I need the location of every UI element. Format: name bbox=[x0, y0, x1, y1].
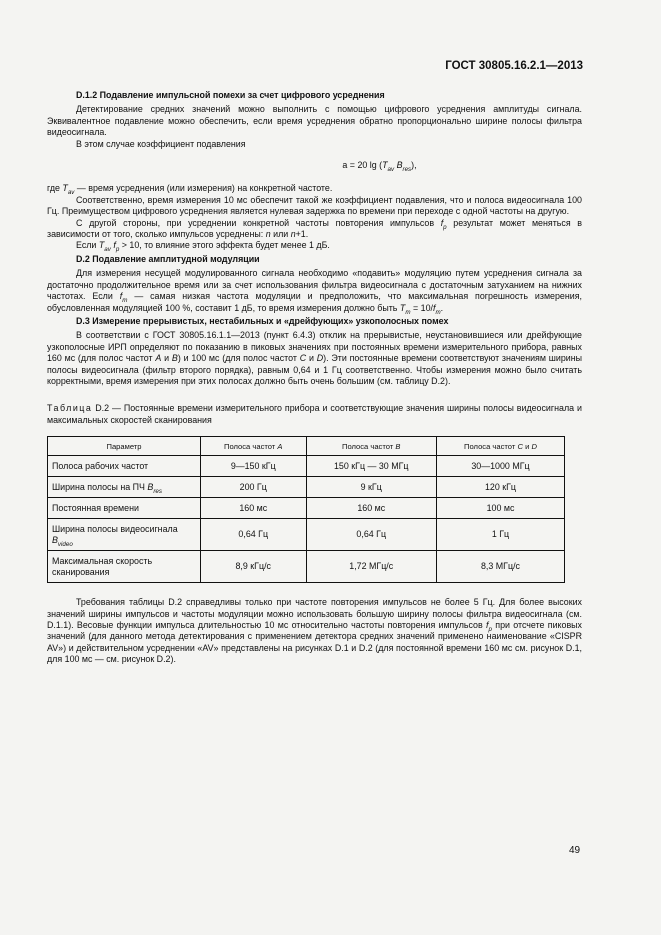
header-band-a: Полоса частот A bbox=[201, 437, 307, 456]
cell-band-b: 150 кГц — 30 МГц bbox=[306, 456, 436, 477]
cell-band-cd: 1 Гц bbox=[436, 519, 564, 551]
table-header-row bbox=[48, 437, 565, 456]
cell-band-cd: 120 кГц bbox=[436, 477, 564, 498]
body-text bbox=[47, 88, 582, 666]
paragraph: Соответственно, время измерения 10 мс обеспечит такой же коэффициент подавления, что и полоса видеосигнала 100 Гц. Преимуществом цифрового усреднения является нулевая задержка по времени при переходе с одной частоты на другую. bbox=[47, 194, 582, 217]
table-row bbox=[48, 519, 565, 551]
cell-band-cd: 30—1000 МГц bbox=[436, 456, 564, 477]
paragraph: В этом случае коэффициент подавления bbox=[76, 138, 246, 149]
cell-band-a: 9—150 кГц bbox=[201, 456, 307, 477]
table-row bbox=[48, 477, 565, 498]
cell-param: Ширина полосы на ПЧ $B_{res}$ bbox=[48, 477, 201, 498]
formula: a = 20 $\lg (T_{av}$ $B_{res}$), bbox=[342, 160, 417, 173]
table-row bbox=[48, 498, 565, 519]
paragraph: С другой стороны, при усреднении конкретной частоты повторения импульсов $f_p$ результат может меняться в зависимости от того, сколько импульсов усреднены: n или n+1. bbox=[47, 217, 582, 240]
cell-band-b: 0,64 Гц bbox=[306, 519, 436, 551]
cell-param: Ширина полосы видеосигнала $B_{video}$ bbox=[48, 519, 201, 551]
cell-band-cd: 8,3 МГц/с bbox=[436, 551, 564, 583]
cell-band-b: 160 мс bbox=[306, 498, 436, 519]
paragraph: Если $T_{av}$ $f_p > 10$, то влияние этого эффекта будет менее 1 дБ. bbox=[76, 240, 330, 254]
table-caption: Таблица D.2 — Постоянные времени измерительного прибора и соответствующие значения ширины полосы видеосигнала и максимальных скоростей сканирования bbox=[47, 403, 582, 425]
cell-param: Полоса рабочих частот bbox=[48, 456, 201, 477]
document-number: ГОСТ 30805.16.2.1—2013 bbox=[445, 60, 583, 72]
paragraph: В соответствии с ГОСТ 30805.16.1.1—2013 (пункт 6.4.3) отклик на прерывистые, неустановившиеся или дрейфующие узкополосные ИРП определяют по показанию в пиковых значениях при постоянных времени измерительного прибора, равных 160 мс (для полос частот A и B) и 100 мс (для полос частот C и D). Эти постоянные времени соответствуют значениям ширины полосы видеосигнала (фильтр второго порядка), равным 0,64 и 1 Гц соответственно. Чтобы измерения можно было считать корректными, время измерения при этих полосах должно быть очень большим (см. таблицу D.2). bbox=[47, 330, 583, 386]
section-heading-d12: D.1.2 Подавление импульсной помехи за счет цифрового усреднения bbox=[76, 90, 385, 100]
cell-param: Постоянная времени bbox=[48, 498, 201, 519]
cell-band-b: 1,72 МГц/с bbox=[306, 551, 436, 583]
cell-band-cd: 100 мс bbox=[436, 498, 564, 519]
header-band-cd: Полоса частот C и D bbox=[436, 437, 564, 456]
cell-band-a: 8,9 кГц/с bbox=[201, 551, 307, 583]
table-row bbox=[48, 456, 565, 477]
where-clause: где $T_{av}$ — время усреднения (или измерения) на конкретной частоте. bbox=[47, 183, 333, 197]
header-param: Параметр bbox=[48, 437, 201, 456]
data-table bbox=[47, 436, 565, 583]
cell-param: Максимальная скорость сканирования bbox=[48, 551, 201, 583]
cell-band-a: 0,64 Гц bbox=[201, 519, 307, 551]
section-heading-d3: D.3 Измерение прерывистых, нестабильных и «дрейфующих» узкополосных помех bbox=[76, 315, 449, 326]
paragraph: Для измерения несущей модулированного сигнала необходимо «подавить» модуляцию путем усреднения сигнала за достаточно продолжительное время или за счет использования фильтра видеосигнала с достаточным затуханием на нижних частотах. Если $f_m$ — самая низкая частота модуляции и предположить, что максимальная погрешность измерения, обусловленная модуляцией 100 %, составит 1 дБ, то время измерения должно быть $T_m = 10/f_m$. bbox=[47, 268, 582, 316]
header-band-b: Полоса частот B bbox=[306, 437, 436, 456]
paragraph: Детектирование средних значений можно выполнить с помощью цифрового усреднения амплитуды сигнала. Эквивалентное подавление можно обеспечить, если время усреднения обратно пропорционально ширине полосы фильтра видеосигнала. bbox=[47, 104, 582, 138]
page-number: 49 bbox=[569, 845, 581, 856]
cell-band-a: 200 Гц bbox=[201, 477, 307, 498]
table-row bbox=[48, 551, 565, 583]
cell-band-a: 160 мс bbox=[201, 498, 307, 519]
cell-band-b: 9 кГц bbox=[306, 477, 436, 498]
paragraph: Требования таблицы D.2 справедливы только при частоте повторения импульсов не более 5 Гц. Для более высоких значений ширины импульсов и частоты модуляции можно использовать большую ширину полосы фильтра видеосигнала (см. D.1.1). Весовые функции импульса длительностью 10 мс относительно частоты повторения импульсов $f_p$ при отсчете пиковых значений (для данного метода детектирования с применением детектора средних значений применено наименование «CISPR AV») и действительном усреднении «AV» представлены на рисунках D.1 и D.2 (для постоянной времени 160 мс см. рисунок D.1, для 100 мс — см. рисунок D.2). bbox=[47, 597, 582, 665]
section-heading-d2: D.2 Подавление амплитудной модуляции bbox=[76, 253, 260, 264]
